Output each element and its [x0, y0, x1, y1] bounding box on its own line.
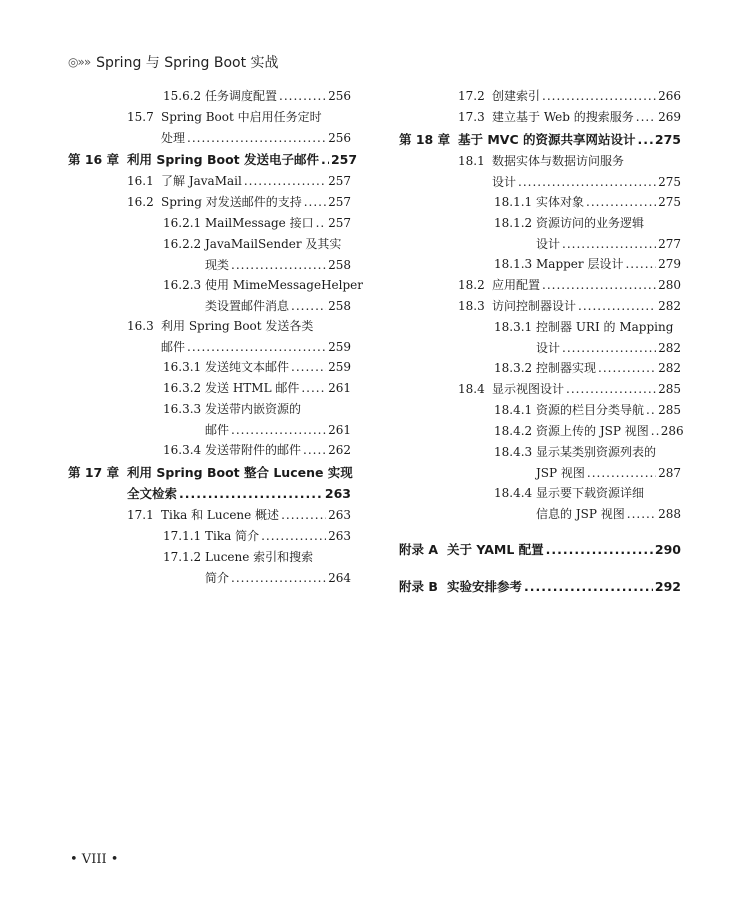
entry-title: 资源上传的 JSP 视图	[536, 424, 649, 438]
entry-title: Tika 和 Lucene 概述	[161, 508, 280, 522]
entry-title: Tika 简介	[205, 529, 260, 543]
entry-number: 16.1	[127, 174, 154, 188]
entry-page: 262	[328, 443, 351, 457]
entry-number: 18.1	[458, 154, 485, 168]
entry-number: 18.4.1	[494, 403, 533, 417]
entry-title: 现类	[205, 258, 230, 272]
entry-title: 类设置邮件消息	[205, 299, 290, 313]
toc-entry-continuation[interactable]	[163, 299, 351, 314]
entry-title: Mapper 层设计	[536, 257, 624, 271]
entry-page: 258	[328, 299, 351, 313]
entry-title: Spring 对发送邮件的支持	[161, 195, 302, 209]
entry-page: 261	[328, 381, 351, 395]
entry-title: 显示某类别资源列表的	[536, 445, 657, 459]
entry-page: 257	[328, 195, 351, 209]
entry-page: 287	[658, 466, 681, 480]
toc-entry[interactable]	[458, 299, 681, 314]
entry-number: 18.1.2	[494, 216, 533, 230]
entry-title: 使用 MimeMessageHelper	[205, 278, 363, 292]
entry-number: 17.1.2	[163, 550, 202, 564]
leader-dots	[244, 174, 326, 189]
entry-number: 16.3	[127, 319, 154, 333]
toc-entry[interactable]	[494, 486, 681, 501]
entry-number: 18.4.4	[494, 486, 533, 500]
toc-appendix[interactable]	[399, 541, 681, 558]
leader-dots	[627, 507, 656, 522]
toc-entry[interactable]	[127, 110, 351, 125]
entry-number: 18.1.3	[494, 257, 533, 271]
appendix-title: 实验安排参考	[447, 579, 523, 594]
toc-entry[interactable]	[127, 508, 351, 523]
chapter-title: 基于 MVC 的资源共享网站设计	[458, 132, 636, 147]
chapter-title: 利用 Spring Boot 发送电子邮件	[127, 152, 319, 167]
entry-number: 16.3.1	[163, 360, 202, 374]
toc-entry[interactable]	[494, 361, 681, 376]
entry-number: 16.3.4	[163, 443, 202, 457]
entry-number: 17.2	[458, 89, 485, 103]
toc-entry[interactable]	[494, 216, 681, 231]
toc-entry[interactable]	[163, 237, 351, 252]
entry-page: 256	[328, 89, 351, 103]
leader-dots	[524, 578, 653, 595]
toc-entry[interactable]	[458, 89, 681, 104]
leader-dots	[638, 131, 653, 148]
toc-entry-continuation[interactable]	[163, 258, 351, 273]
appendix-number: 附录 A	[399, 542, 439, 557]
toc-entry-continuation[interactable]	[494, 237, 681, 252]
toc-entry[interactable]	[494, 320, 681, 335]
toc-entry[interactable]	[458, 278, 681, 293]
entry-title: 实体对象	[536, 195, 585, 209]
entry-title: 设计	[536, 237, 561, 251]
entry-title: 设计	[536, 341, 561, 355]
entry-title: Spring Boot 中启用任务定时	[161, 110, 322, 124]
toc-entry-continuation[interactable]	[494, 507, 681, 522]
entry-number: 15.7	[127, 110, 154, 124]
chapter-page: 257	[330, 152, 358, 167]
entry-page: 277	[658, 237, 681, 251]
entry-title: 建立基于 Web 的搜索服务	[492, 110, 634, 124]
entry-page: 286	[660, 424, 684, 438]
entry-number: 18.3.1	[494, 320, 533, 334]
leader-dots	[646, 403, 656, 418]
toc-entry-continuation[interactable]	[127, 340, 351, 355]
entry-page: 261	[328, 423, 351, 437]
entry-page: 288	[658, 507, 681, 521]
entry-number: 16.2.1	[163, 216, 202, 230]
leader-dots	[566, 382, 656, 397]
toc-entry[interactable]	[163, 550, 351, 565]
toc-entry-continuation[interactable]	[163, 423, 351, 438]
leader-dots	[542, 89, 656, 104]
chapter-title: 全文检索	[127, 486, 178, 501]
leader-dots	[304, 195, 326, 210]
entry-number: 16.3.3	[163, 402, 202, 416]
entry-page: 282	[658, 299, 681, 313]
toc-left-column	[68, 89, 363, 591]
entry-title: 设计	[492, 175, 517, 189]
leader-dots	[303, 443, 326, 458]
entry-page: 275	[658, 195, 681, 209]
leader-dots	[636, 110, 656, 125]
running-header	[68, 52, 279, 72]
leader-dots	[291, 360, 326, 375]
entry-number: 16.2.3	[163, 278, 202, 292]
entry-title: 资源访问的业务逻辑	[536, 216, 645, 230]
chapter-number: 第 16 章	[68, 152, 120, 167]
entry-number: 17.3	[458, 110, 485, 124]
toc-entry[interactable]	[163, 278, 363, 293]
entry-page: 257	[328, 216, 351, 230]
leader-dots	[651, 424, 659, 439]
toc-entry[interactable]	[163, 529, 351, 544]
leader-dots	[281, 508, 326, 523]
toc-entry-continuation[interactable]	[494, 341, 681, 356]
leader-dots	[518, 175, 656, 190]
appendix-number: 附录 B	[399, 579, 438, 594]
entry-title: 控制器实现	[536, 361, 597, 375]
leader-dots	[321, 151, 329, 168]
leader-dots	[562, 341, 656, 356]
leader-dots	[187, 340, 326, 355]
leader-dots	[587, 466, 656, 481]
toc-right-column	[399, 89, 684, 601]
entry-title: 发送纯文本邮件	[205, 360, 290, 374]
entry-page: 259	[328, 340, 351, 354]
entry-page: 280	[658, 278, 681, 292]
toc-chapter[interactable]	[68, 151, 358, 168]
header-ornament-icon: ◎»»	[68, 55, 91, 69]
entry-title: 显示视图设计	[492, 382, 565, 396]
entry-page: 275	[658, 175, 681, 189]
entry-page: 282	[658, 361, 681, 375]
entry-page: 259	[328, 360, 351, 374]
toc-entry[interactable]	[494, 195, 681, 210]
entry-number: 16.2	[127, 195, 154, 209]
toc-entry-continuation[interactable]	[163, 571, 351, 586]
running-header-title: Spring 与 Spring Boot 实战	[96, 55, 279, 71]
entry-title: 利用 Spring Boot 发送各类	[161, 319, 314, 333]
entry-number: 18.2	[458, 278, 485, 292]
entry-page: 266	[658, 89, 681, 103]
entry-title: MailMessage 接口	[205, 216, 314, 230]
entry-page: 269	[658, 110, 681, 124]
leader-dots	[231, 423, 326, 438]
toc-entry[interactable]	[127, 195, 351, 210]
toc-entry[interactable]	[494, 445, 681, 460]
entry-title: 邮件	[161, 340, 186, 354]
entry-number: 18.4.3	[494, 445, 533, 459]
entry-title: 应用配置	[492, 278, 541, 292]
toc-entry[interactable]	[163, 360, 351, 375]
entry-page: 279	[658, 257, 681, 271]
entry-page: 264	[328, 571, 351, 585]
entry-page: 258	[328, 258, 351, 272]
page-number: • VIII •	[70, 852, 119, 867]
entry-title: 发送带内嵌资源的	[205, 402, 302, 416]
entry-title: 了解 JavaMail	[161, 174, 242, 188]
toc-entry[interactable]	[458, 382, 681, 397]
entry-number: 16.3.2	[163, 381, 202, 395]
leader-dots	[562, 237, 656, 252]
entry-title: 显示要下载资源详细	[536, 486, 645, 500]
entry-title: 邮件	[205, 423, 230, 437]
entry-page: 256	[328, 131, 351, 145]
toc-entry[interactable]	[458, 110, 681, 125]
entry-number: 18.3	[458, 299, 485, 313]
appendix-title: 关于 YAML 配置	[447, 542, 544, 557]
chapter-number: 第 18 章	[399, 132, 451, 147]
entry-title: 资源的栏目分类导航	[536, 403, 645, 417]
toc-entry[interactable]	[494, 403, 681, 418]
toc-entry[interactable]	[127, 174, 351, 189]
chapter-number: 第 17 章	[68, 465, 120, 480]
chapter-page: 263	[324, 486, 351, 501]
entry-title: 任务调度配置	[205, 89, 278, 103]
leader-dots	[546, 541, 653, 558]
entry-title: 创建索引	[492, 89, 541, 103]
leader-dots	[231, 258, 326, 273]
toc-entry-continuation[interactable]	[458, 175, 681, 190]
entry-page: 285	[658, 382, 681, 396]
toc-entry[interactable]	[163, 443, 351, 458]
appendix-page: 290	[654, 542, 681, 557]
chapter-page: 275	[654, 132, 681, 147]
entry-number: 18.1.1	[494, 195, 533, 209]
entry-number: 18.3.2	[494, 361, 533, 375]
entry-title: 控制器 URI 的 Mapping	[536, 320, 674, 334]
toc-entry[interactable]	[127, 319, 351, 334]
entry-title: 信息的 JSP 视图	[536, 507, 625, 521]
entry-number: 18.4	[458, 382, 485, 396]
leader-dots	[542, 278, 656, 293]
toc-chapter-continuation[interactable]	[68, 485, 351, 502]
appendix-page: 292	[654, 579, 681, 594]
entry-title: Lucene 索引和搜索	[205, 550, 314, 564]
entry-page: 263	[328, 508, 351, 522]
entry-page: 263	[328, 529, 351, 543]
toc-entry-continuation[interactable]	[127, 131, 351, 146]
toc-entry[interactable]	[163, 89, 351, 104]
entry-title: 发送 HTML 邮件	[205, 381, 300, 395]
leader-dots	[578, 299, 656, 314]
entry-page: 282	[658, 341, 681, 355]
entry-number: 17.1.1	[163, 529, 202, 543]
leader-dots	[625, 257, 656, 272]
entry-page: 257	[328, 174, 351, 188]
toc-entry[interactable]	[163, 381, 351, 396]
entry-title: 处理	[161, 131, 186, 145]
entry-number: 17.1	[127, 508, 154, 522]
entry-title: JavaMailSender 及其实	[205, 237, 342, 251]
entry-number: 18.4.2	[494, 424, 533, 438]
toc-entry[interactable]	[458, 154, 681, 169]
leader-dots	[316, 216, 327, 231]
entry-page: 285	[658, 403, 681, 417]
entry-title: 数据实体与数据访问服务	[492, 154, 625, 168]
toc-entry[interactable]	[163, 216, 351, 231]
leader-dots	[187, 131, 326, 146]
chapter-title: 利用 Spring Boot 整合 Lucene 实现	[127, 465, 353, 480]
toc-appendix[interactable]	[399, 578, 681, 595]
toc-entry-continuation[interactable]	[494, 466, 681, 481]
entry-title: JSP 视图	[536, 466, 585, 480]
entry-title: 发送带附件的邮件	[205, 443, 302, 457]
toc-entry[interactable]	[494, 424, 684, 439]
toc-chapter[interactable]	[399, 131, 681, 148]
entry-number: 16.2.2	[163, 237, 202, 251]
leader-dots	[291, 299, 326, 314]
entry-title: 简介	[205, 571, 230, 585]
toc-entry[interactable]	[163, 402, 351, 417]
leader-dots	[179, 485, 323, 502]
leader-dots	[279, 89, 326, 104]
entry-number: 15.6.2	[163, 89, 202, 103]
toc-entry[interactable]	[494, 257, 681, 272]
toc-chapter[interactable]	[68, 464, 351, 481]
leader-dots	[301, 381, 326, 396]
leader-dots	[231, 571, 326, 586]
entry-title: 访问控制器设计	[492, 299, 577, 313]
leader-dots	[261, 529, 326, 544]
leader-dots	[598, 361, 656, 376]
leader-dots	[586, 195, 656, 210]
